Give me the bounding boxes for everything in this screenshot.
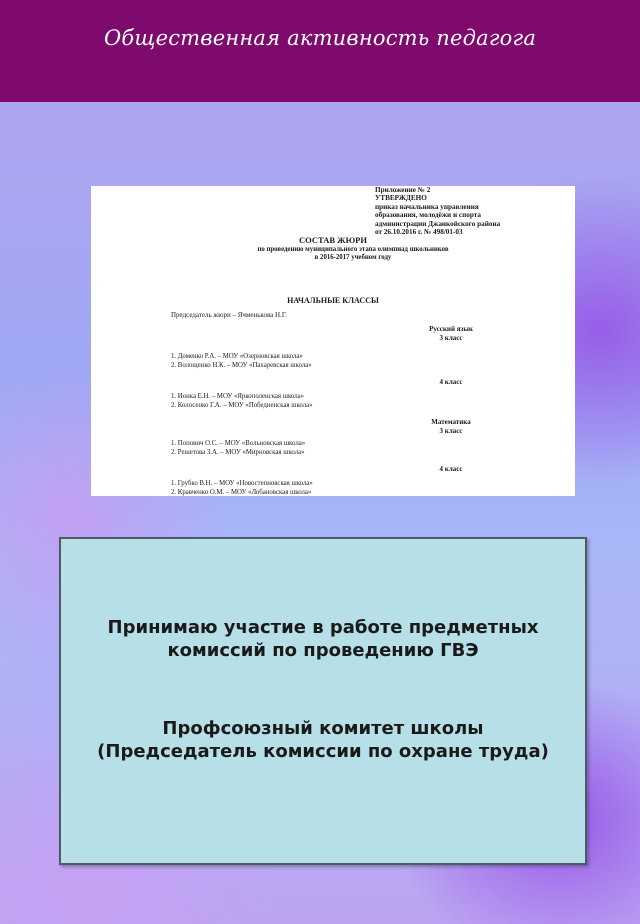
jury-row: 2. Решетова З.А. – МОУ «Мирновская школа» <box>171 449 305 456</box>
approval-line: Приложение № 2 <box>375 186 431 194</box>
approval-line: администрации Джанкойского района <box>375 219 501 228</box>
document-section-heading: НАЧАЛЬНЫЕ КЛАССЫ <box>287 296 379 305</box>
jury-row: 1. Ионка Е.Н. – МОУ «Яркополенская школа» <box>171 393 305 400</box>
jury-row: 2. Волощенко Н.К. – МОУ «Пахаревская школа» <box>171 362 312 369</box>
grade-heading: 3 класс <box>439 427 463 435</box>
grade-heading: 4 класс <box>439 378 463 386</box>
approval-line: от 26.10.2016 г. № 498/01-03 <box>375 228 463 237</box>
grade-heading: 3 класс <box>439 334 463 342</box>
slide-title: Общественная активность педагога <box>103 26 537 50</box>
jury-row: 2. Колосенко Г.А. – МОУ «Победненская школа» <box>171 402 313 409</box>
card-text-participation: Принимаю участие в работе предметных комиссий по проведению ГВЭ <box>107 617 539 661</box>
document-title: СОСТАВ ЖЮРИ <box>299 235 367 245</box>
header-banner <box>0 0 640 102</box>
info-card <box>59 537 587 865</box>
card-text-trade-union: Профсоюзный комитет школы (Председатель комиссии по охране труда) <box>97 718 549 762</box>
jury-row: 1. Грубко В.Н. – МОУ «Новостепновская школа» <box>171 480 313 487</box>
approval-block <box>375 186 575 236</box>
document-subtitle <box>171 246 535 262</box>
document-scan-image <box>91 186 575 496</box>
jury-row: 1. Попович О.С. – МОУ «Вольновская школа» <box>171 440 306 447</box>
subject-heading: Русский язык <box>429 325 473 333</box>
subtitle-line: по проведению муниципального этапа олимпиад школьников <box>257 246 449 253</box>
approval-line: приказ начальника управления <box>375 202 479 211</box>
jury-row: 2. Кравченко О.М. – МОУ «Лобановская школа» <box>171 489 312 496</box>
jury-chair: Председатель жюри – Ячменькова Н.Г. <box>171 311 287 319</box>
subtitle-line: в 2016-2017 учебном году <box>314 254 392 261</box>
jury-row: 1. Доменко Р.А. – МОУ «Озерновская школа» <box>171 353 303 360</box>
approval-line: образования, молодёжи и спорта <box>375 211 481 220</box>
approval-line: УТВЕРЖДЕНО <box>375 194 427 203</box>
grade-heading: 4 класс <box>439 465 463 473</box>
subject-heading: Математика <box>431 418 471 426</box>
